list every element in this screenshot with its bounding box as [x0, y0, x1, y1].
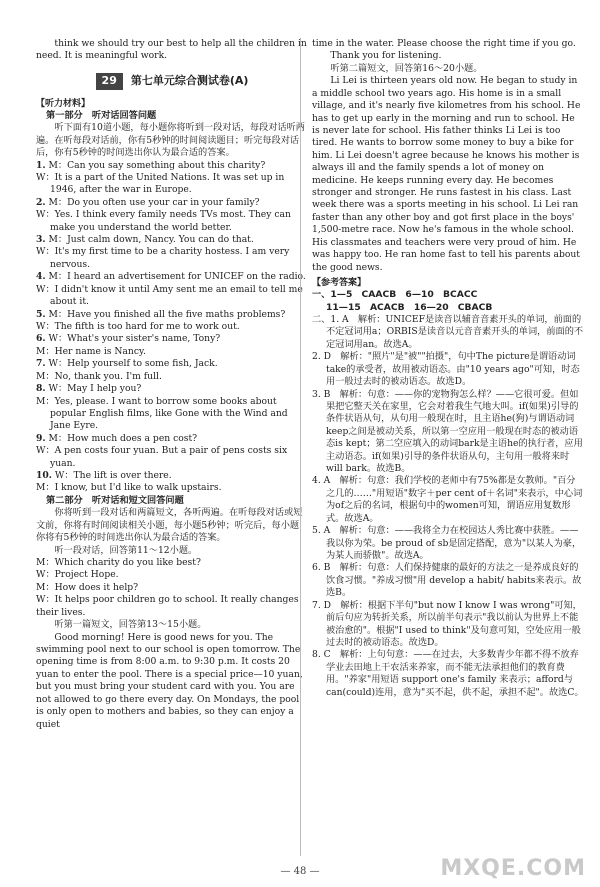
- watermark-logo: MXQE.COM: [440, 856, 586, 881]
- page-number: — 48 —: [280, 866, 320, 877]
- dialog-line: [36, 197, 308, 209]
- answer-explanations: [312, 314, 584, 699]
- dialog2-line: W：Project Hope.: [36, 569, 119, 581]
- dialog-text: W：The fifth is too hard for me to work out.: [36, 321, 240, 332]
- dialog-text: M：Yes, please. I want to borrow some books about popular English films, like Gone with the Wind and Jane Eyre.: [36, 395, 288, 432]
- question-number: 3.: [36, 234, 46, 246]
- column-divider: [300, 38, 301, 856]
- dialog-line: [36, 309, 308, 321]
- dialog-text: W：Yes. I think every family needs TVs most. They can make you understand the world better.: [36, 209, 291, 233]
- dialog-line: [36, 321, 308, 333]
- dialog-line: [36, 284, 308, 309]
- dialog-text: M：Have you finished all the five maths problems?: [48, 308, 286, 320]
- answer-key-line-2: 11—15 ACACB 16—20 CBACB: [326, 301, 493, 313]
- dialog-text: M：I heard an advertisement for UNICEF on the radio.: [48, 271, 306, 283]
- unit-heading: [36, 73, 308, 90]
- question-number: 9.: [36, 432, 46, 444]
- answer-item: 5. A 解析：句意：——我将全力在校园达人秀比赛中获胜。——我以你为荣。be proud of sb是固定搭配，意为"以某人为豪，为某人而骄傲"。故选A。: [312, 525, 582, 562]
- answer-label: 【参考答案】: [312, 278, 367, 289]
- dialog-line: [36, 396, 308, 433]
- question-number: 7.: [36, 358, 46, 370]
- dialog-line: [36, 445, 308, 470]
- dialog-text: W：I didn't know it until Amy sent me an email to tell me about it.: [36, 283, 303, 308]
- left-column: [36, 38, 308, 731]
- question-number: 10.: [36, 470, 52, 482]
- dialog-line: [36, 209, 308, 234]
- thanks-line: Thank you for listening.: [330, 50, 442, 62]
- dialog-line: [36, 470, 308, 482]
- dialog-text: M：Do you often use your car in your family?: [48, 196, 260, 208]
- dialog-text: W：What's your sister's name, Tony?: [48, 333, 221, 345]
- question-number: 6.: [36, 333, 46, 345]
- answer-item: 6. B 解析：句意：人们保持健康的最好的方法之一是养成良好的饮食习惯。"养成习惯"用 develop a habit/ habits来表示。故选B。: [312, 562, 582, 599]
- answer-item: 4. A 解析：句意：我们学校的老师中有75%都是女教师。"百分之几的……"用短语"数字＋per cent of＋名词"来表示，中心词为of之后的名词，根据句中的women可知，谓语应用复数形式。故选A。: [312, 475, 583, 524]
- dialog-line: [36, 172, 308, 197]
- part1-instructions: 听下面有10道小题，每小题你将听到一段对话，每段对话听两遍。在听每段对话前，你有5秒钟的时间阅读题目；听完每段对话后，你有5秒钟的时间选出你认为最合适的答案。: [36, 122, 305, 159]
- dialog-line: [36, 346, 308, 358]
- dialog-line: [36, 371, 308, 383]
- dialog-line: [36, 246, 308, 271]
- passage2-text: Li Lei is thirteen years old now. He began to study in a middle school two years ago. His home is in a small village, and it's nearly five kilometres from his school. He has to get up early in the morning and run to school. He is never late for school. His father thinks Li Lei is too tired. He wants to borrow some money to buy a bike for him. Li Lei doesn't agree because he knows his mother is always ill and the family spends a lot of money on medicine. He keeps running every day. He becomes stronger and stronger. He runs fastest in his class. Last week there was a sports meeting in his school. Li Lei ran faster than any other boy and got first place in the boys' 1,500-metre race. Now he's famous in the whole school. His classmates and teachers were very proud of him. He was happy too. He ran home fast to tell his parents about the good news.: [312, 75, 581, 273]
- question-number: 1.: [36, 159, 46, 171]
- part1-title: 第一部分 听对话回答问题: [46, 109, 157, 121]
- part2-instructions: 你将听到一段对话和两篇短文，各听两遍。在听每段对话或短文前，你将有时间阅读相关小题，每小题5秒钟；听完后，每小题你将有5秒钟的时间选出你认为最合适的答案。: [36, 507, 303, 544]
- dialog-text: W：It's my first time to be a charity hostess. I am very nervous.: [36, 246, 290, 270]
- question-number: 2.: [36, 196, 46, 208]
- dialog-text: M：No, thank you. I'm full.: [36, 370, 162, 382]
- unit-title: 第七单元综合测试卷(A): [130, 73, 249, 87]
- passage1-intro: 听第一篇短文，回答第13～15小题。: [54, 619, 207, 631]
- answer-item: 2. D 解析："照片"是"被""拍摄"，句中The picture是谓语动词take的承受者，故用被动语态。由"10 years ago"可知，时态用一般过去时的被动语态。故选D。: [312, 351, 580, 388]
- dialog-intro: 听一段对话，回答第11～12小题。: [54, 544, 198, 556]
- question-number: 4.: [36, 271, 46, 283]
- dialog-text: W：It is a part of the United Nations. It was set up in 1946, after the war in Europe.: [36, 171, 285, 196]
- dialog-line: [36, 383, 308, 395]
- listening-label: 【听力材料】: [36, 98, 91, 109]
- dialog-line: [36, 358, 308, 370]
- dialog-text: M：Just calm down, Nancy. You can do that.: [48, 234, 254, 246]
- dialog-text: W：The lift is over there.: [54, 470, 172, 482]
- dialog-text: W：Help yourself to some fish, Jack.: [48, 358, 218, 370]
- dialog-text: M：Her name is Nancy.: [36, 345, 146, 357]
- intro-continuation: think we should try our best to help all the children in need. It is meaningful work.: [36, 38, 307, 62]
- dialog-text: W：A pen costs four yuan. But a pair of pens costs six yuan.: [36, 445, 288, 469]
- answer-item: 3. B 解析：句意：——你的宠物狗怎么样？——它很可爱。但如果把它整天关在家里，它会对着我生气地大叫。if(如果)引导的条件状语从句，从句用一般现在时，且主语he(狗)与谓语动词keep之间是被动关系，所以第一空应用一般现在时态的被动语态is kept；第二空应填入的动词bark是主语he的执行者，应用主动语态。if(如果)引导的条件状语从句，主句用一般将来时will bark。故选B。: [312, 388, 583, 475]
- dialog2-line: M：Which charity do you like best?: [36, 557, 201, 569]
- dialog-line: [36, 433, 308, 445]
- dialog-text: M：Can you say something about this charity?: [48, 159, 266, 171]
- question-number: 8.: [36, 383, 46, 395]
- answer-item: 8. C 解析：上句句意：——在过去，大多数青少年都不得不放弃学业去田地上干农活来养家，而不能无法承担他们的教育费用。"养家"用短语 support one's family 来表示；afford与can(could)连用，意为"买不起，供不起，承担不起"。故选C。: [312, 649, 584, 698]
- unit-number-badge: 29: [96, 73, 123, 90]
- dialog-text: M：How much does a pen cost?: [48, 432, 198, 444]
- answer-item: 7. D 解析：根据下半句"but now I know I was wrong"可知，前后句应为转折关系，所以前半句表示"我以前认为世界上不能被治愈的"。根据"I used to think"及句意可知，空处应用一般过去时的被动语态。故选D。: [312, 599, 582, 648]
- question-number: 5.: [36, 308, 46, 320]
- passage1-continuation: time in the water. Please choose the right time if you go.: [312, 38, 576, 49]
- dialog-list: [36, 160, 308, 495]
- dialog-line: [36, 482, 308, 494]
- right-column: [312, 38, 584, 699]
- passage1-text: Good morning! Here is good news for you. The swimming pool next to our school is open tomorrow. The opening time is from 8:00 a.m. to 9:30 p.m. It costs 20 yuan to enter the pool. There is a special price—10 yuan, but you must bring your student card with you. You are not allowed to go there every day. On Mondays, the pool is only open to mothers and babies, so they can enjoy a quiet: [36, 631, 303, 730]
- dialog-line: [36, 271, 308, 283]
- answer-key-line-1: 一、1—5 CAACB 6—10 BCACC: [312, 289, 478, 301]
- answer-item: 二、1. A 解析：UNICEF是读音以辅音音素开头的单词，前面的不定冠词用a；ORBIS是读音以元音音素开头的单词，前面的不定冠词用an。故选A。: [312, 314, 584, 350]
- passage2-intro: 听第二篇短文，回答第16～20小题。: [330, 62, 483, 74]
- dialog-line: [36, 234, 308, 246]
- dialog2-line: W：It helps poor children go to school. It really changes their lives.: [36, 594, 299, 618]
- dialog-line: [36, 333, 308, 345]
- part2-title: 第二部分 听对话和短文回答问题: [46, 494, 184, 506]
- dialog2-line: M：How does it help?: [36, 581, 139, 593]
- dialog-text: M：I know, but I'd like to walk upstairs.: [36, 482, 222, 494]
- dialog-line: [36, 160, 308, 172]
- dialog-text: W：May I help you?: [48, 383, 142, 395]
